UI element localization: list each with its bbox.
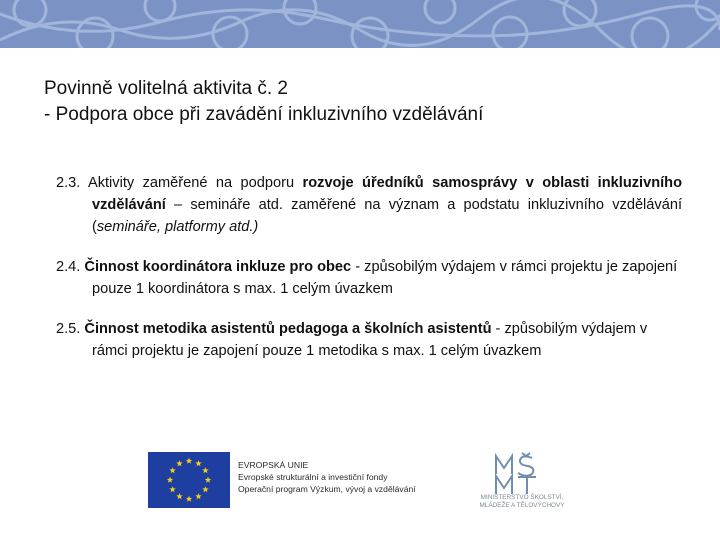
eu-star-icon [169, 467, 175, 473]
list-item-2-3: 2.3. Aktivity zaměřené na podporu rozvoje úředníků samosprávy v oblasti inkluzivního vzdělávání – semináře atd. zaměřené na význam a podstatu inkluzivního vzdělávání (semináře, platformy atd.) [56, 175, 683, 235]
activity-list [56, 172, 682, 380]
eu-funding-text [238, 459, 458, 495]
eu-star-icon [205, 477, 211, 483]
eu-star-icon [195, 460, 201, 466]
eu-star-icon [167, 477, 173, 483]
eu-line-3: Operační program Výzkum, vývoj a vzdělávání [238, 484, 416, 494]
msmt-line-2: MLÁDEŽE A TĚLOVÝCHOVY [479, 502, 565, 509]
eu-star-icon [169, 486, 175, 492]
slide-title-line-2: - Podpora obce při zavádění inkluzivního vzdělávání [44, 104, 484, 125]
item-number: 2.3. [56, 175, 81, 191]
slide-title-line-1: Povinně volitelná aktivita č. 2 [44, 78, 288, 99]
item-number: 2.4. [56, 259, 85, 275]
list-item-2-4: 2.4. Činnost koordinátora inkluze pro obec - způsobilým výdajem v rámci projektu je zapojení pouze 1 koordinátora s max. 1 celým úvazkem [56, 259, 678, 297]
item-highlight: Činnost koordinátora inkluze pro obec [84, 259, 352, 275]
eu-star-icon [202, 467, 208, 473]
msmt-ministry-text [470, 494, 574, 510]
item-number: 2.5. [56, 321, 85, 337]
msmt-logo [492, 452, 540, 496]
eu-star-icon [176, 493, 182, 499]
banner-pattern-icon [0, 0, 720, 48]
eu-star-icon [195, 493, 201, 499]
eu-star-icon [202, 486, 208, 492]
eu-line-1: EVROPSKÁ UNIE [238, 460, 309, 470]
list-item-2-5: 2.5. Činnost metodika asistentů pedagoga a školních asistentů - způsobilým výdajem v rámci projektu je zapojení pouze 1 metodika s max. 1 celým úvazkem [56, 321, 648, 359]
msmt-line-1: MINISTERSTVO ŠKOLSTVÍ, [480, 494, 564, 501]
eu-star-icon [186, 458, 192, 464]
msmt-monogram-icon [492, 452, 540, 496]
decorative-banner [0, 0, 720, 48]
eu-line-2: Evropské strukturální a investiční fondy [238, 472, 388, 482]
slide-title [44, 76, 684, 128]
eu-star-icon [186, 496, 192, 502]
eu-stars-icon [148, 452, 230, 508]
item-highlight: rozvoje úředníků samosprávy v oblasti inkluzivního vzdělávání [92, 175, 683, 213]
eu-star-icon [176, 460, 182, 466]
item-highlight: Činnost metodika asistentů pedagoga a školních asistentů [84, 321, 492, 337]
eu-flag-logo [148, 452, 230, 508]
